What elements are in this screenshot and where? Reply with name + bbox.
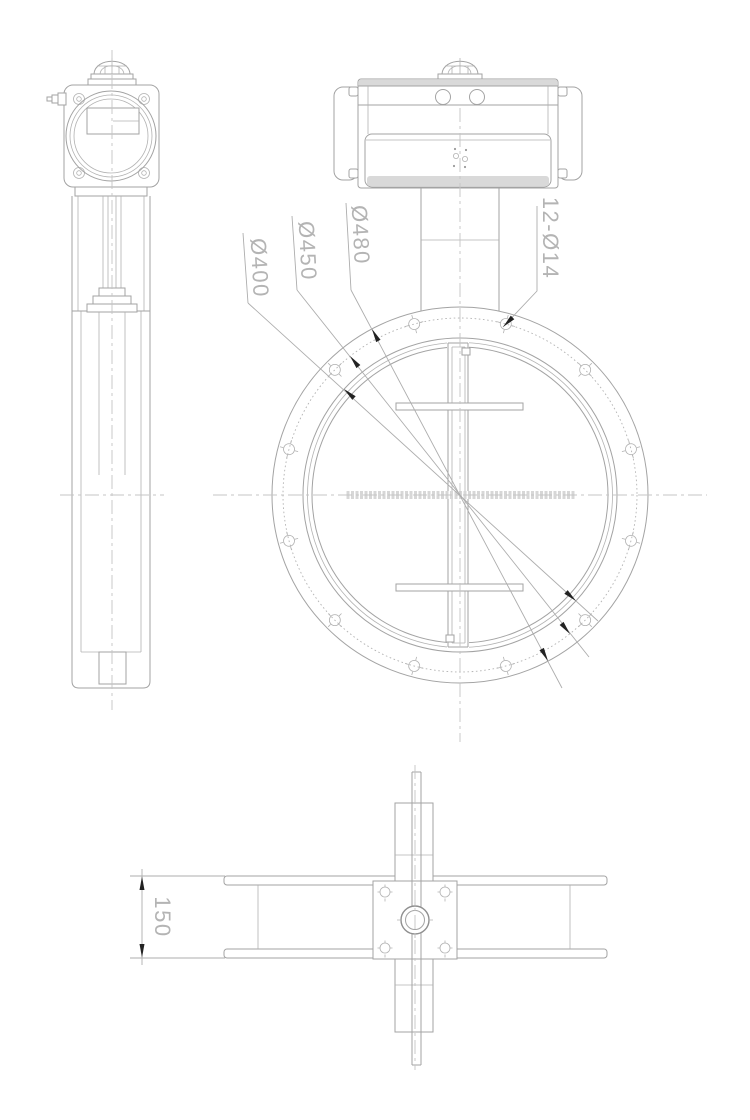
- actuator-right-cap: [558, 87, 582, 180]
- dim-label-bolt-holes: 12-Ø14: [538, 196, 564, 280]
- dim-label-bore: Ø400: [245, 237, 274, 299]
- disc-rib-upper: [396, 403, 523, 410]
- dim-label-bolt-circle: Ø450: [293, 220, 322, 282]
- stem-block-upper: [395, 803, 433, 882]
- stem-block-lower: [395, 959, 433, 1032]
- dim-label-body-width: 150: [150, 896, 176, 938]
- dim-label-outer-flange: Ø480: [346, 204, 375, 266]
- actuator-left-cap: [334, 87, 358, 180]
- limit-switch-box-side: [47, 85, 159, 196]
- disc-rib-lower: [396, 584, 523, 591]
